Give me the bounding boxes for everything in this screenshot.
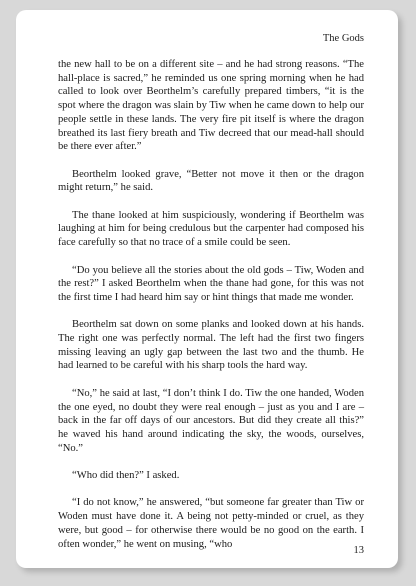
paragraph: “I do not know,” he answered, “but someone far greater than Tiw or Woden must have done it. A being not petty-minded or cruel, as they were, but good – for otherwise there would be no good on the earth. I often wonder,” he went on musing, “who <box>58 497 364 550</box>
page-number: 13 <box>353 545 364 556</box>
paragraph: the new hall to be on a different site – and he had strong reasons. “The hall-place is sacred,” he reminded us one spring morning when he had called to look over Beorthelm’s carefully prepared timbers, “it is the spot where the dragon was slain by Tiw when he came down to help our people settle in these lands. The very fire pit itself is where the dragon breathed its last fiery breath and Tiw decreed that our mead-hall should be there ever after.” <box>58 59 364 153</box>
book-page <box>16 10 398 568</box>
paragraph: Beorthelm sat down on some planks and looked down at his hands. The right one was perfectly normal. The left had the first two fingers missing leaving an ugly gap between the last two and the thumb. He had learned to be careful with his sharp tools the hard way. <box>58 319 364 372</box>
paragraph: The thane looked at him suspiciously, wondering if Beorthelm was laughing at him for being credulous but the carpenter had composed his face carefully so that no trace of a smile could be seen. <box>58 209 364 249</box>
paragraph: “No,” he said at last, “I don’t think I do. Tiw the one handed, Woden the one eyed, no doubt they were real enough – just as you and I are – back in the far off days of our ancestors. But did they create all this?” he waved his hand around indicating the sky, the woods, ourselves, “No.” <box>58 387 364 454</box>
paragraph: “Who did then?” I asked. <box>72 470 180 481</box>
paragraph: Beorthelm looked grave, “Better not move it then or the dragon might return,” he said. <box>58 168 364 194</box>
body-text <box>58 58 364 565</box>
paragraph: “Do you believe all the stories about the old gods – Tiw, Woden and the rest?” I asked Beorthelm when the thane had gone, for this was not the first time I had heard him say or hint things that made me wonder. <box>58 264 364 303</box>
running-title: The Gods <box>322 33 364 44</box>
